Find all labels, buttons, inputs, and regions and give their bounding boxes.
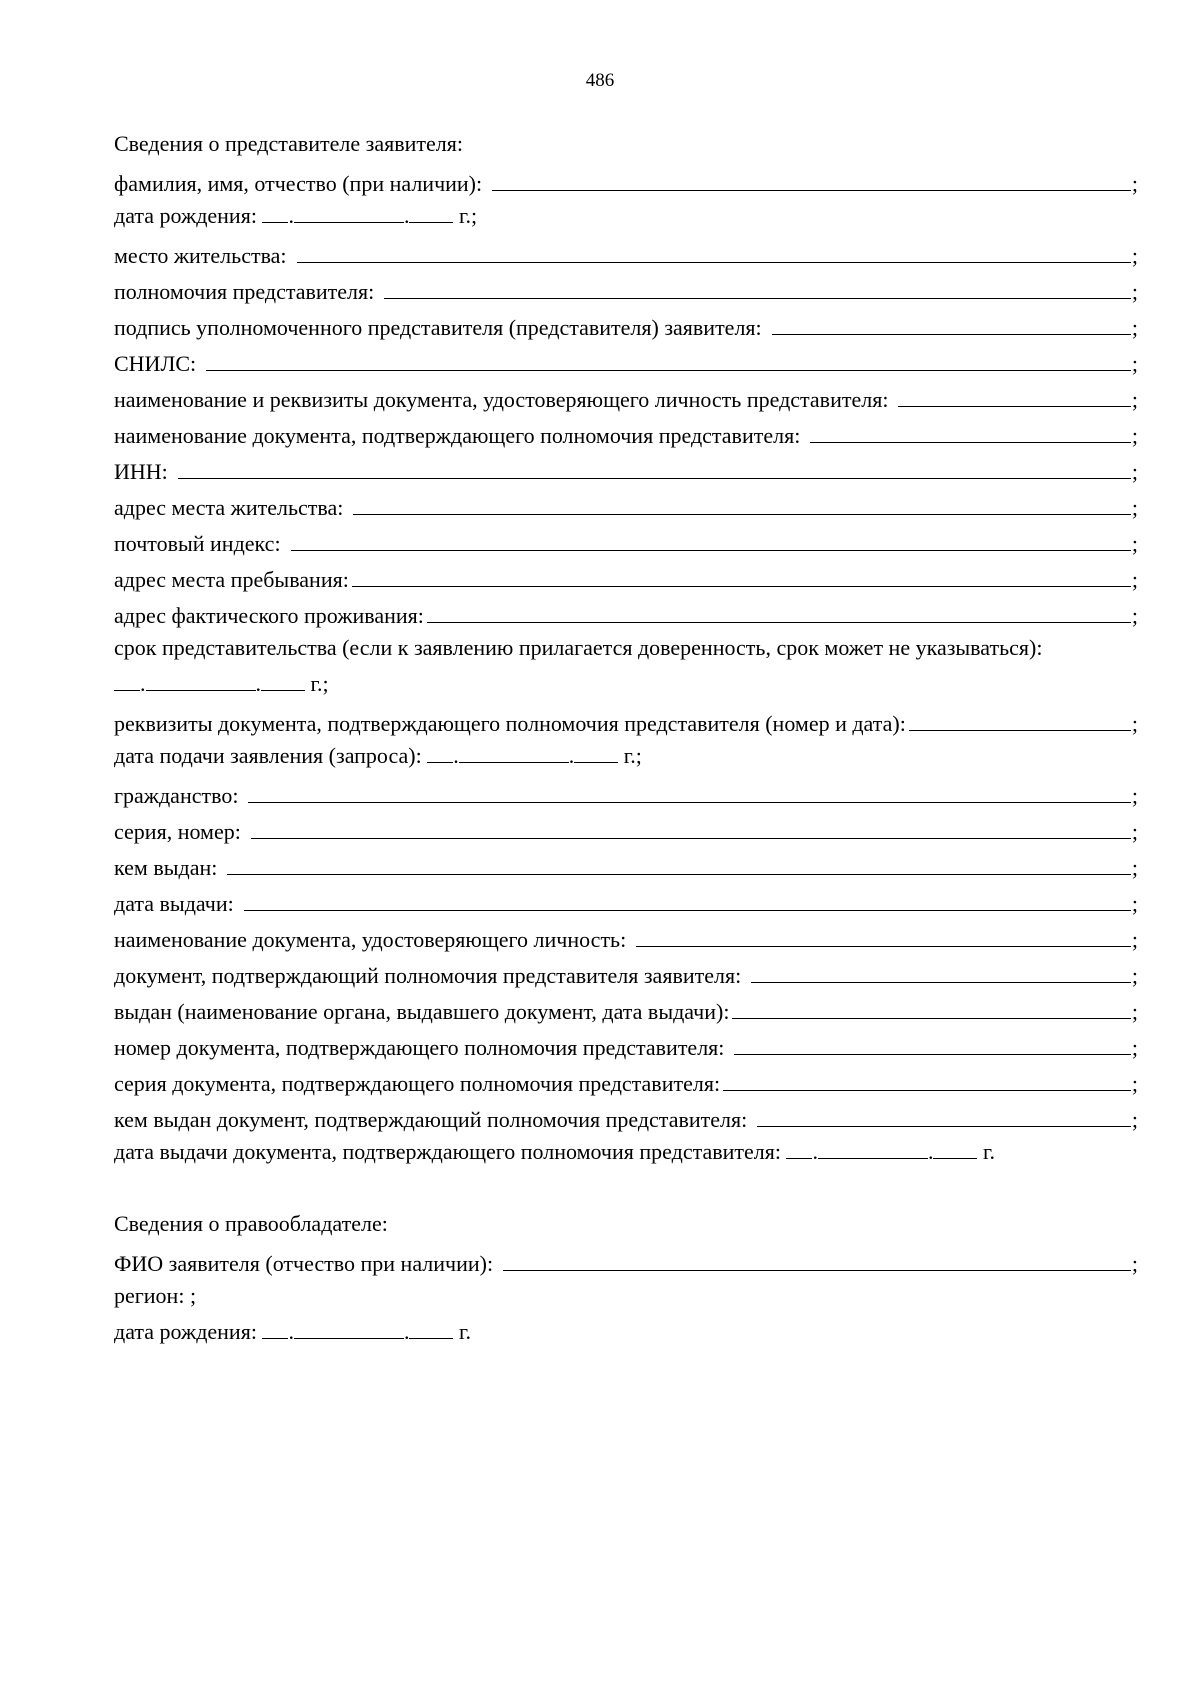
field-authority: полномочия представителя: ; <box>114 279 1138 304</box>
field-authority-document-name: наименование документа, подтверждающего полномочия представителя: ; <box>114 423 1138 448</box>
field-birth-date: дата рождения: . . г.; <box>114 203 478 228</box>
field-blank[interactable] <box>732 1018 1130 1019</box>
field-actual-address: адрес фактического проживания: ; <box>114 603 1138 628</box>
field-blank[interactable] <box>734 1054 1130 1055</box>
field-full-name: фамилия, имя, отчество (при наличии): ; <box>114 171 1138 196</box>
month-blank[interactable] <box>294 1318 404 1339</box>
form-content <box>114 126 1138 1350</box>
field-label: кем выдан: <box>114 855 218 880</box>
field-label: гражданство: <box>114 783 239 808</box>
field-issued-by-authority: выдан (наименование органа, выдавшего документ, дата выдачи): ; <box>114 999 1138 1024</box>
month-blank[interactable] <box>459 742 569 763</box>
field-blank[interactable] <box>227 874 1131 875</box>
field-label: документ, подтверждающий полномочия представителя заявителя: <box>114 963 742 988</box>
field-label: полномочия представителя: <box>114 279 375 304</box>
field-inn: ИНН: ; <box>114 459 1138 484</box>
field-issued-by: кем выдан: ; <box>114 855 1138 880</box>
field-blank[interactable] <box>427 622 1131 623</box>
field-label: номер документа, подтверждающего полномочия представителя: <box>114 1035 725 1060</box>
field-label: почтовый индекс: <box>114 531 281 556</box>
field-label: серия документа, подтверждающего полномочия представителя: <box>114 1071 721 1096</box>
field-authority-document-details: реквизиты документа, подтверждающего полномочия представителя (номер и дата): ; <box>114 711 1138 736</box>
month-blank[interactable] <box>146 670 256 691</box>
month-blank[interactable] <box>818 1138 928 1159</box>
field-blank[interactable] <box>297 262 1131 263</box>
page-number: 486 <box>585 70 615 91</box>
day-blank[interactable] <box>427 742 453 763</box>
field-blank[interactable] <box>178 478 1131 479</box>
field-label: адрес фактического проживания: <box>114 603 424 628</box>
right-holder-heading: Сведения о правообладателе: <box>114 1211 388 1236</box>
field-residence: место жительства: ; <box>114 243 1138 268</box>
field-submission-date: дата подачи заявления (запроса): . . г.; <box>114 743 642 768</box>
field-blank[interactable] <box>723 1090 1131 1091</box>
field-blank[interactable] <box>248 802 1130 803</box>
field-label: дата выдачи: <box>114 891 234 916</box>
section-spacer <box>114 1170 1138 1206</box>
day-blank[interactable] <box>262 1318 288 1339</box>
year-blank[interactable] <box>574 742 618 763</box>
field-blank[interactable] <box>352 586 1131 587</box>
field-label: наименование документа, удостоверяющего личность: <box>114 927 627 952</box>
field-postal-code: почтовый индекс: ; <box>114 531 1138 556</box>
field-authority-document: документ, подтверждающий полномочия представителя заявителя: ; <box>114 963 1138 988</box>
field-term-date: . . г.; <box>114 666 1138 702</box>
month-blank[interactable] <box>294 202 404 223</box>
year-blank[interactable] <box>409 202 453 223</box>
field-identity-document-name: наименование документа, удостоверяющего личность: ; <box>114 927 1138 952</box>
field-label: дата рождения: <box>114 203 257 228</box>
field-term-label: срок представительства (если к заявлению прилагается доверенность, срок может не указываться): <box>114 635 1043 660</box>
field-label: СНИЛС: <box>114 351 197 376</box>
field-label: наименование и реквизиты документа, удостоверяющего личность представителя: <box>114 387 889 412</box>
field-label: кем выдан документ, подтверждающий полномочия представителя: <box>114 1107 748 1132</box>
field-label: дата рождения: <box>114 1319 257 1344</box>
field-blank[interactable] <box>810 442 1131 443</box>
field-label: выдан (наименование органа, выдавшего документ, дата выдачи): <box>114 999 730 1024</box>
field-blank[interactable] <box>751 982 1131 983</box>
day-blank[interactable] <box>114 670 140 691</box>
field-series-number: серия, номер: ; <box>114 819 1138 844</box>
field-signature: подпись уполномоченного представителя (представителя) заявителя: ; <box>114 315 1138 340</box>
field-blank[interactable] <box>909 730 1131 731</box>
field-holder-birth-date: дата рождения: . . г. <box>114 1319 471 1344</box>
field-label: наименование документа, подтверждающего полномочия представителя: <box>114 423 801 448</box>
field-authority-document-date: дата выдачи документа, подтверждающего полномочия представителя: . . г. <box>114 1139 996 1164</box>
field-label: место жительства: <box>114 243 287 268</box>
field-blank[interactable] <box>206 370 1131 371</box>
year-blank[interactable] <box>409 1318 453 1339</box>
field-blank[interactable] <box>244 910 1131 911</box>
field-label: адрес места пребывания: <box>114 567 349 592</box>
field-identity-document: наименование и реквизиты документа, удостоверяющего личность представителя: ; <box>114 387 1138 412</box>
field-label: дата выдачи документа, подтверждающего полномочия представителя: <box>114 1139 781 1164</box>
field-holder-fio: ФИО заявителя (отчество при наличии): ; <box>114 1251 1138 1276</box>
field-blank[interactable] <box>503 1270 1131 1271</box>
field-authority-document-series: серия документа, подтверждающего полномочия представителя: ; <box>114 1071 1138 1096</box>
field-authority-document-issuer: кем выдан документ, подтверждающий полномочия представителя: ; <box>114 1107 1138 1132</box>
day-blank[interactable] <box>786 1138 812 1159</box>
field-label: дата подачи заявления (запроса): <box>114 743 422 768</box>
field-blank[interactable] <box>384 298 1131 299</box>
field-label: фамилия, имя, отчество (при наличии): <box>114 171 483 196</box>
field-blank[interactable] <box>636 946 1131 947</box>
field-label: адрес места жительства: <box>114 495 344 520</box>
field-stay-address: адрес места пребывания: ; <box>114 567 1138 592</box>
field-blank[interactable] <box>492 190 1131 191</box>
representative-heading: Сведения о представителе заявителя: <box>114 131 463 156</box>
field-blank[interactable] <box>291 550 1131 551</box>
field-blank[interactable] <box>898 406 1130 407</box>
field-label: реквизиты документа, подтверждающего полномочия представителя (номер и дата): <box>114 711 906 736</box>
year-blank[interactable] <box>261 670 305 691</box>
field-holder-region: регион: ; <box>114 1283 197 1308</box>
field-label: подпись уполномоченного представителя (представителя) заявителя: <box>114 315 762 340</box>
field-label: ИНН: <box>114 459 168 484</box>
field-label: серия, номер: <box>114 819 241 844</box>
day-blank[interactable] <box>262 202 288 223</box>
field-blank[interactable] <box>251 838 1131 839</box>
year-blank[interactable] <box>933 1138 977 1159</box>
field-authority-document-number: номер документа, подтверждающего полномочия представителя: ; <box>114 1035 1138 1060</box>
field-label: ФИО заявителя (отчество при наличии): <box>114 1251 494 1276</box>
field-blank[interactable] <box>353 514 1130 515</box>
field-citizenship: гражданство: ; <box>114 783 1138 808</box>
field-blank[interactable] <box>757 1126 1131 1127</box>
field-residence-address: адрес места жительства: ; <box>114 495 1138 520</box>
field-snils: СНИЛС: ; <box>114 351 1138 376</box>
field-issue-date: дата выдачи: ; <box>114 891 1138 916</box>
field-blank[interactable] <box>772 334 1131 335</box>
